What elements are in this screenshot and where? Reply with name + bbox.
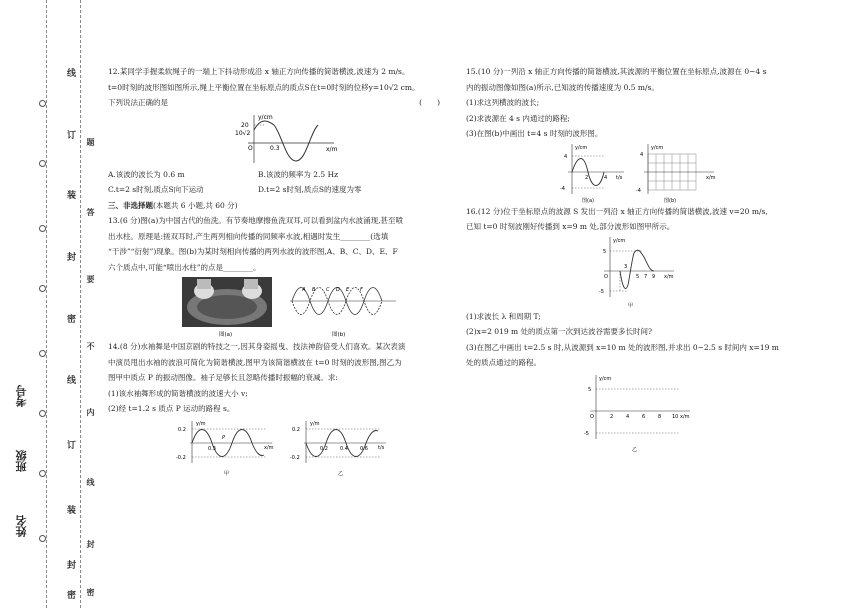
- q15-b-y-unit: y/cm: [651, 144, 664, 151]
- q14-jia-x-tick: 0.3: [208, 445, 216, 452]
- binding-circle: [39, 285, 46, 292]
- binding-circle: [39, 410, 46, 417]
- q16-jia-amp: 5: [603, 248, 607, 255]
- binding-inner-char: 答: [86, 208, 96, 216]
- q12-y-unit: y/cm: [258, 113, 273, 121]
- q13-two-waves-figure: [288, 277, 398, 339]
- q12-line1: 12.某同学手握柔软绳子的一端上下抖动形成沿 x 轴正方向传播的简谐横波,波速为 2 m/s。: [108, 67, 410, 76]
- binding-char: 封: [65, 560, 75, 569]
- q15-figures: [466, 142, 840, 204]
- q12-wave-figure: [234, 111, 344, 167]
- q14-line2: 中演员甩出水袖的波浪可简化为简谐横波,图甲为该简谐横波在 t=0 时刻的波形图,图乙为: [108, 357, 402, 367]
- q13-line2: 出水柱。原理是:搓双耳时,产生两列相向传播的同频率水波,相遇时发生________(选填: [108, 231, 389, 241]
- q16-yi-x-tick: 8: [658, 413, 662, 420]
- q15-b-amp: 4: [640, 151, 644, 158]
- q16-jia-amp-neg: -5: [599, 288, 604, 295]
- q12-x-unit: x/m: [326, 145, 338, 153]
- class-label: 班级: [15, 450, 28, 472]
- q14-line3: 图甲中质点 P 的振动图像。袖子足够长且忽略传播时振幅的衰减。求:: [108, 373, 338, 382]
- q16-yi-origin: O: [590, 413, 594, 420]
- section-3-title: 三、非选择题: [108, 200, 153, 210]
- q15-a-x-unit: t/s: [616, 174, 623, 181]
- q12-y-tick: 10√2: [235, 129, 251, 137]
- q16-jia-x-unit: x/m: [664, 273, 674, 280]
- q15-a-amp: 4: [564, 153, 568, 160]
- q15-a-y-unit: y/cm: [575, 144, 588, 151]
- q12-option-b: B.该波的频率为 2.5 Hz: [258, 169, 339, 179]
- q14-jia-y-unit: y/m: [196, 420, 206, 427]
- q16-fig-jia-wrap: [466, 235, 840, 309]
- q16-jia-x-tick: 5: [636, 273, 640, 280]
- q15-fig-b: [634, 142, 724, 204]
- q14-yi-amp-neg: -0.2: [290, 454, 300, 461]
- q16-yi-x-tick: 6: [642, 413, 646, 420]
- q16-part2: (2)x=2 019 m 处的质点第一次到达波谷需要多长时间?: [466, 327, 653, 336]
- binding-char: 订: [65, 440, 75, 449]
- q14-yi-amp: 0.2: [292, 426, 300, 433]
- name-label: 姓名: [15, 515, 28, 537]
- q16-jia-x-tick: 3: [624, 263, 628, 270]
- q13-point-e: E: [346, 287, 350, 293]
- q12-x-tick: 0.3: [270, 144, 280, 152]
- q16-yi-amp-neg: -5: [584, 430, 589, 437]
- binding-char: 封: [65, 252, 75, 261]
- binding-char: 密: [65, 590, 75, 599]
- q14-line1: 14.(8 分)水袖舞是中国京剧的特技之一,因其身姿摇曳、技法神韵倍受人们喜欢。某次表演: [108, 342, 406, 351]
- q16-fig-jia: [598, 235, 678, 309]
- q14-jia-x-unit: x/m: [264, 444, 274, 451]
- binding-margin: [0, 0, 96, 608]
- q14-fig-jia: [176, 419, 276, 479]
- binding-circle: [39, 225, 46, 232]
- q16-jia-caption: 甲: [628, 302, 634, 309]
- binding-char: 装: [65, 190, 75, 199]
- binding-circle: [39, 350, 46, 357]
- q12-option-d: D.t=2 s时刻,质点S的速度为零: [258, 185, 362, 194]
- q14-point-p: P: [222, 434, 226, 441]
- q14-yi-y-unit: y/m: [310, 420, 320, 427]
- binding-inner-char: 要: [86, 275, 96, 283]
- binding-circle: [39, 470, 46, 477]
- binding-char: 订: [65, 130, 75, 139]
- q16-jia-x-tick: 7: [644, 273, 648, 280]
- binding-line-inner: [46, 0, 47, 608]
- binding-inner-char: 线: [86, 478, 96, 486]
- q13-point-b: B: [312, 287, 316, 293]
- q16-yi-amp: 5: [588, 386, 592, 393]
- q12-option-a: A.该波的波长为 0.6 m: [108, 169, 185, 179]
- q15-part3: (3)在图(b)中画出 t=4 s 时刻的波形图。: [466, 129, 603, 138]
- q16-part3: (3)在图乙中画出 t=2.5 s 时,从波源到 x=10 m 处的波形图,并求出 0~2.5 s 时间内 x=19 m: [466, 342, 779, 352]
- binding-inner-char: 内: [86, 408, 96, 416]
- q16-yi-x-unit: x/m: [680, 413, 690, 420]
- q12-line2: t=0时刻的波形图如图所示,绳上平衡位置在坐标原点的质点S在t=0时刻的位移y=10√2 cm。: [108, 82, 420, 92]
- q15-fig-a: [558, 142, 630, 204]
- q12-y-tick: 20: [241, 121, 249, 129]
- q16-yi-y-unit: y/cm: [599, 375, 612, 382]
- q15-part2: (2)求波源在 4 s 内通过的路程;: [466, 113, 570, 123]
- q16-line1: 16.(12 分)位于坐标原点的波源 S 发出一列沿 x 轴正方向传播的简谐横波,波速 v=20 m/s,: [466, 206, 768, 216]
- q16-yi-x-tick: 4: [626, 413, 630, 420]
- binding-inner-char: 密: [86, 588, 96, 596]
- left-column: [108, 64, 454, 479]
- binding-inner-char: 不: [86, 342, 96, 350]
- binding-line-outer: [80, 0, 81, 608]
- q13-point-f: F: [360, 287, 363, 293]
- q12-options-row2: [108, 182, 454, 198]
- q14-yi-x-tick: 0.4: [340, 445, 348, 452]
- q13-line3: “干涉”“衍射”)现象。图(b)为某时刻相向传播的两列水波的波形图,A、B、C、D、E、F: [108, 247, 398, 256]
- q14-jia-amp-neg: -0.2: [176, 454, 186, 461]
- q14-part1: (1)该水袖舞形成的简谐横波的波速大小 v;: [108, 388, 248, 398]
- q16-jia-x-tick: 9: [652, 273, 656, 280]
- binding-char: 线: [65, 68, 75, 77]
- q15-b-x-unit: x/m: [706, 174, 716, 181]
- q15-a-caption: 图(a): [582, 197, 594, 204]
- binding-char: 线: [65, 375, 75, 384]
- q13-fig-b-caption: 图(b): [332, 332, 346, 338]
- section-3-heading: [108, 198, 454, 214]
- q13-fish-basin-photo: [182, 277, 272, 339]
- q14-figures: [108, 419, 454, 479]
- q14-yi-x-unit: t/s: [378, 444, 385, 451]
- q15-line1: 15.(10 分)一列沿 x 轴正方向传播的简谐横波,其波源的平衡位置在坐标原点,波源在 0~4 s: [466, 67, 767, 76]
- q13-line1: 13.(6 分)图(a)为中国古代的鱼洗。有节奏地摩擦鱼洗双耳,可以看到盆内水波涌现,甚至喷: [108, 216, 404, 225]
- q16-jia-y-unit: y/cm: [613, 237, 626, 244]
- q16-fig-yi-wrap: [466, 371, 840, 455]
- q14-yi-caption: 乙: [338, 470, 344, 477]
- q16-part1: (1)求波长 λ 和周期 T;: [466, 311, 541, 321]
- q14-jia-amp: 0.2: [178, 426, 186, 433]
- right-column: [466, 64, 840, 455]
- q14-jia-caption: 甲: [224, 470, 230, 477]
- q12-stem: 下列说法正确的是: [108, 98, 168, 107]
- binding-inner-char: 题: [86, 138, 96, 146]
- binding-circle: [39, 535, 46, 542]
- q13-fig-a-caption: 图(a): [219, 332, 233, 338]
- q13-point-d: D: [336, 287, 340, 293]
- q14-yi-x-tick: 0.2: [320, 445, 328, 452]
- binding-inner-char: 封: [86, 540, 96, 548]
- q14-part2: (2)经 t=1.2 s 质点 P 运动的路程 s。: [108, 404, 235, 413]
- binding-circle: [39, 100, 46, 107]
- q13-point-a: A: [302, 287, 306, 293]
- q15-a-x-tick: 4: [604, 174, 608, 181]
- q16-jia-origin: O: [604, 273, 608, 280]
- q12-answer-bracket: ( ): [419, 98, 440, 107]
- q13-figures: [108, 277, 454, 339]
- q15-b-caption: 图(b): [664, 197, 677, 204]
- q14-fig-yi: [290, 419, 390, 479]
- q13-line4: 六个质点中,可能“喷出水柱”的点是________。: [108, 262, 261, 272]
- q16-part4: 处的质点通过的路程。: [466, 358, 541, 367]
- q15-b-amp-neg: -4: [636, 187, 641, 194]
- q16-fig-yi: [582, 371, 694, 455]
- q12-origin: O: [248, 144, 253, 152]
- q15-a-amp-neg: -4: [560, 185, 565, 192]
- binding-circle: [39, 160, 46, 167]
- q12-line3: [108, 95, 454, 111]
- q16-yi-x-tick: 10: [672, 413, 679, 420]
- q12-option-c: C.t=2 s时刻,质点S向下运动: [108, 185, 204, 194]
- q13-point-c: C: [326, 287, 330, 293]
- q16-yi-caption: 乙: [632, 446, 638, 453]
- q12-options-row1: [108, 167, 454, 183]
- q16-line2: 已知 t=0 时刻波刚好传播到 x=9 m 处,部分波形如图甲所示。: [466, 222, 675, 231]
- q15-line2: 内的振动图像如图(a)所示,已知波的传播速度为 0.5 m/s。: [466, 82, 659, 92]
- exam-no-label: 考号: [15, 385, 28, 407]
- q15-part1: (1)求这列横波的波长;: [466, 98, 540, 107]
- section-3-note: (本题共 6 小题,共 60 分): [153, 200, 238, 210]
- binding-char: 装: [65, 505, 75, 514]
- q14-yi-x-tick: 0.6: [360, 445, 368, 452]
- q15-a-x-tick: 2: [585, 174, 589, 181]
- q16-yi-x-tick: 2: [610, 413, 614, 420]
- binding-char: 密: [65, 314, 75, 323]
